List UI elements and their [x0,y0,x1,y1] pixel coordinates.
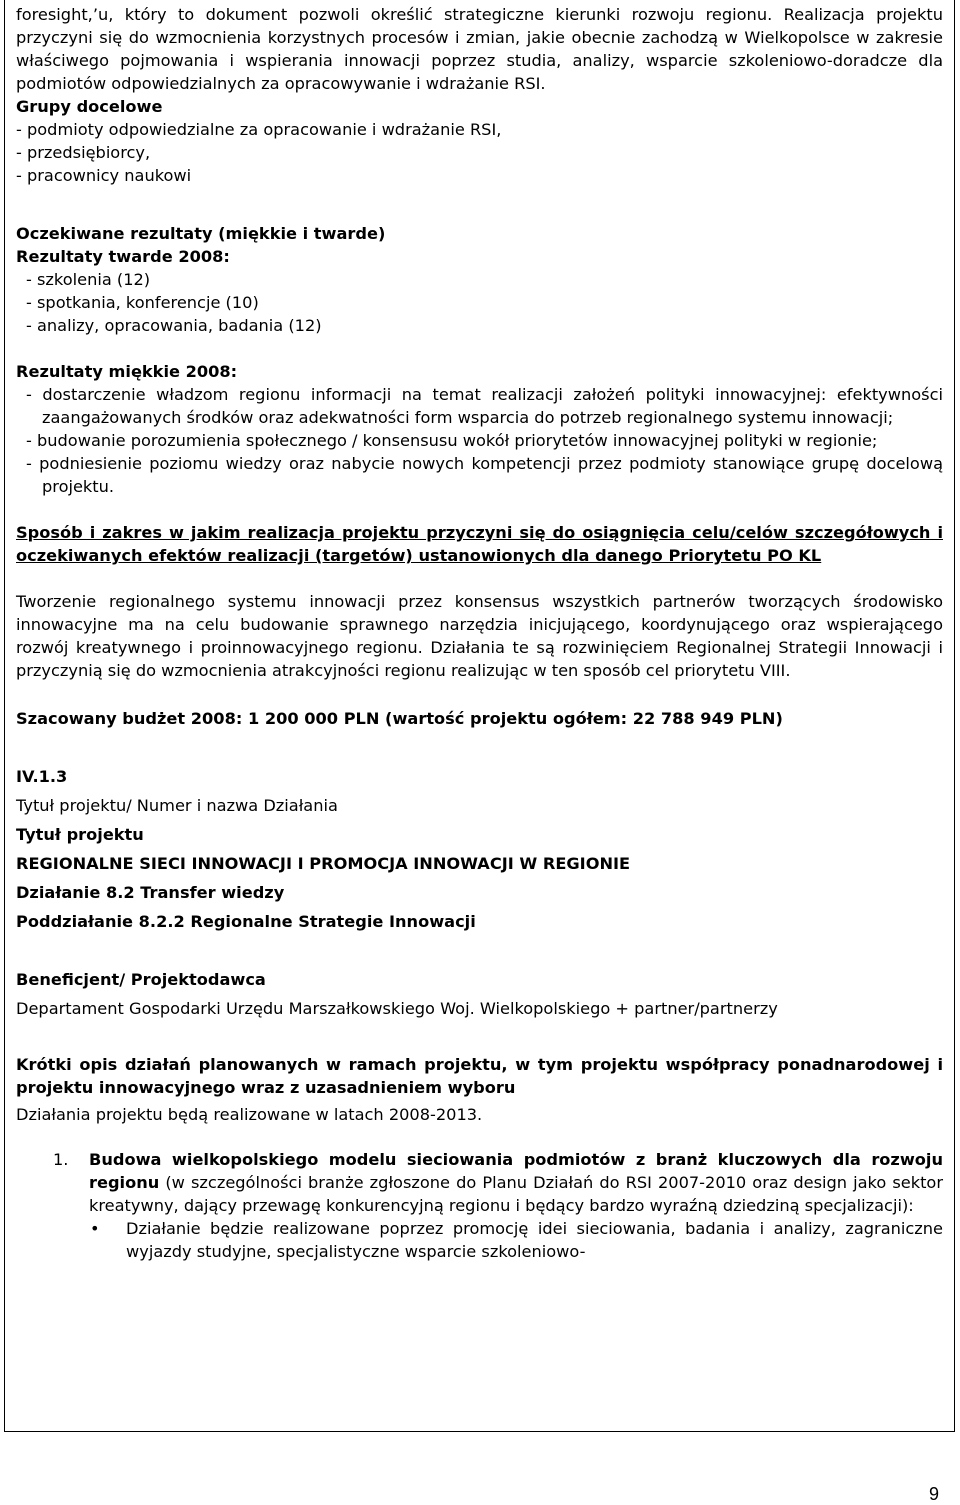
activity-bullet-text: Działanie będzie realizowane poprzez promocję idei sieciowania, badania i analizy, zagraniczne wyjazdy studyjne, specjalistyczne wsparcie szkoleniowo- [126,1219,943,1261]
activities-heading: Krótki opis działań planowanych w ramach projektu, w tym projektu współpracy ponadnarodowej i projektu innowacyjnego wraz z uzasadnieniem wyboru [16,1055,943,1097]
target-groups-heading: Grupy docelowe [16,97,163,116]
expected-results [16,222,943,498]
activities-intro: Działania projektu będą realizowane w latach 2008-2013. [16,1105,483,1124]
contribution-heading: Sposób i zakres w jakim realizacja projektu przyczyni się do osiągnięcia celu/celów szczegółowych i oczekiwanych efektów realizacji (targetów) ustanowionych dla danego Priorytetu PO KL [16,523,943,565]
subaction-line: Poddziałanie 8.2.2 Regionalne Strategie Innowacji [16,912,476,931]
activity-item-number: 1. [53,1150,69,1169]
target-group-item: - podmioty odpowiedzialne za opracowanie i wdrażanie RSI, [16,120,502,139]
activity-bullet [16,1217,943,1263]
hard-results-heading: Rezultaty twarde 2008: [16,247,230,266]
soft-results-heading: Rezultaty miękkie 2008: [16,362,238,381]
activity-item [16,1148,943,1217]
activity-item-description: (w szczególności branże zgłoszone do Planu Działań do RSI 2007-2010 oraz design jako sektor kreatywny, dający przewagę konkurencyjną regionu i będący bardzo wyraźną dziedziną specjalizacji): [89,1173,943,1215]
hard-result-item: - analizy, opracowania, badania (12) [26,316,322,335]
intro-paragraph: foresight,’u, który to dokument pozwoli określić strategiczne kierunki rozwoju regionu. Realizacja projektu przyczyni się do wzmocnienia korzystnych procesów i zmian, jakie obecnie zachodzą w Wielkopolsce w zakresie właściwego pojmowania i wspierania innowacji poprzez studia, analizy, wsparcie szkoleniowo-doradcze dla podmiotów odpowiedzialnych za opracowywanie i wdrażanie RSI. [16,5,943,93]
project-title-value: REGIONALNE SIECI INNOWACJI I PROMOCJA INNOWACJI W REGIONIE [16,854,631,873]
bullet-icon: • [90,1219,100,1238]
document-page-frame [4,0,955,1432]
contribution-text: Tworzenie regionalnego systemu innowacji przez konsensus wszystkich partnerów tworzących środowisko innowacyjne ma na celu budowanie sprawnego narzędzia inicjującego, koordynującego oraz wspierającego rozwój kreatywnego i proinnowacyjnego regionu. Działania te są rozwinięciem Regionalnej Strategii Innowacji i przyczynią się do wzmocnienia atrakcyjności regionu realizując w ten sposób cel priorytetu VIII. [16,592,943,680]
document-content [16,0,943,1263]
soft-result-item: - dostarczenie władzom regionu informacji na temat realizacji założeń polityki innowacyjnej: efektywności zaangażowanych środków oraz adekwatności form wsparcia do potrzeb regionalnego systemu innowacji; [26,385,943,427]
beneficiary-text: Departament Gospodarki Urzędu Marszałkowskiego Woj. Wielkopolskiego + partner/partnerzy [16,999,778,1018]
activities-list [16,1148,943,1217]
soft-result-item: - budowanie porozumienia społecznego / konsensusu wokół priorytetów innowacyjnej polityki w regionie; [26,431,878,450]
project-title-label: Tytuł projektu/ Numer i nazwa Działania [16,796,338,815]
page-number: 9 [929,1484,940,1504]
target-group-item: - przedsiębiorcy, [16,143,151,162]
soft-result-item: - podniesienie poziomu wiedzy oraz nabycie nowych kompetencji przez podmioty stanowiące grupę docelową projektu. [26,454,943,496]
action-line: Działanie 8.2 Transfer wiedzy [16,883,285,902]
budget-line: Szacowany budżet 2008: 1 200 000 PLN (wartość projektu ogółem: 22 788 949 PLN) [16,709,783,728]
project-title-heading: Tytuł projektu [16,825,144,844]
section-number: IV.1.3 [16,767,68,786]
hard-result-item: - spotkania, konferencje (10) [26,293,259,312]
activity-item-title: Budowa wielkopolskiego modelu sieciowania podmiotów z branż kluczowych dla rozwoju regionu [89,1150,943,1192]
results-heading: Oczekiwane rezultaty (miękkie i twarde) [16,224,386,243]
beneficiary-heading: Beneficjent/ Projektodawca [16,970,266,989]
target-group-item: - pracownicy naukowi [16,166,192,185]
hard-result-item: - szkolenia (12) [26,270,151,289]
target-groups [16,95,943,187]
